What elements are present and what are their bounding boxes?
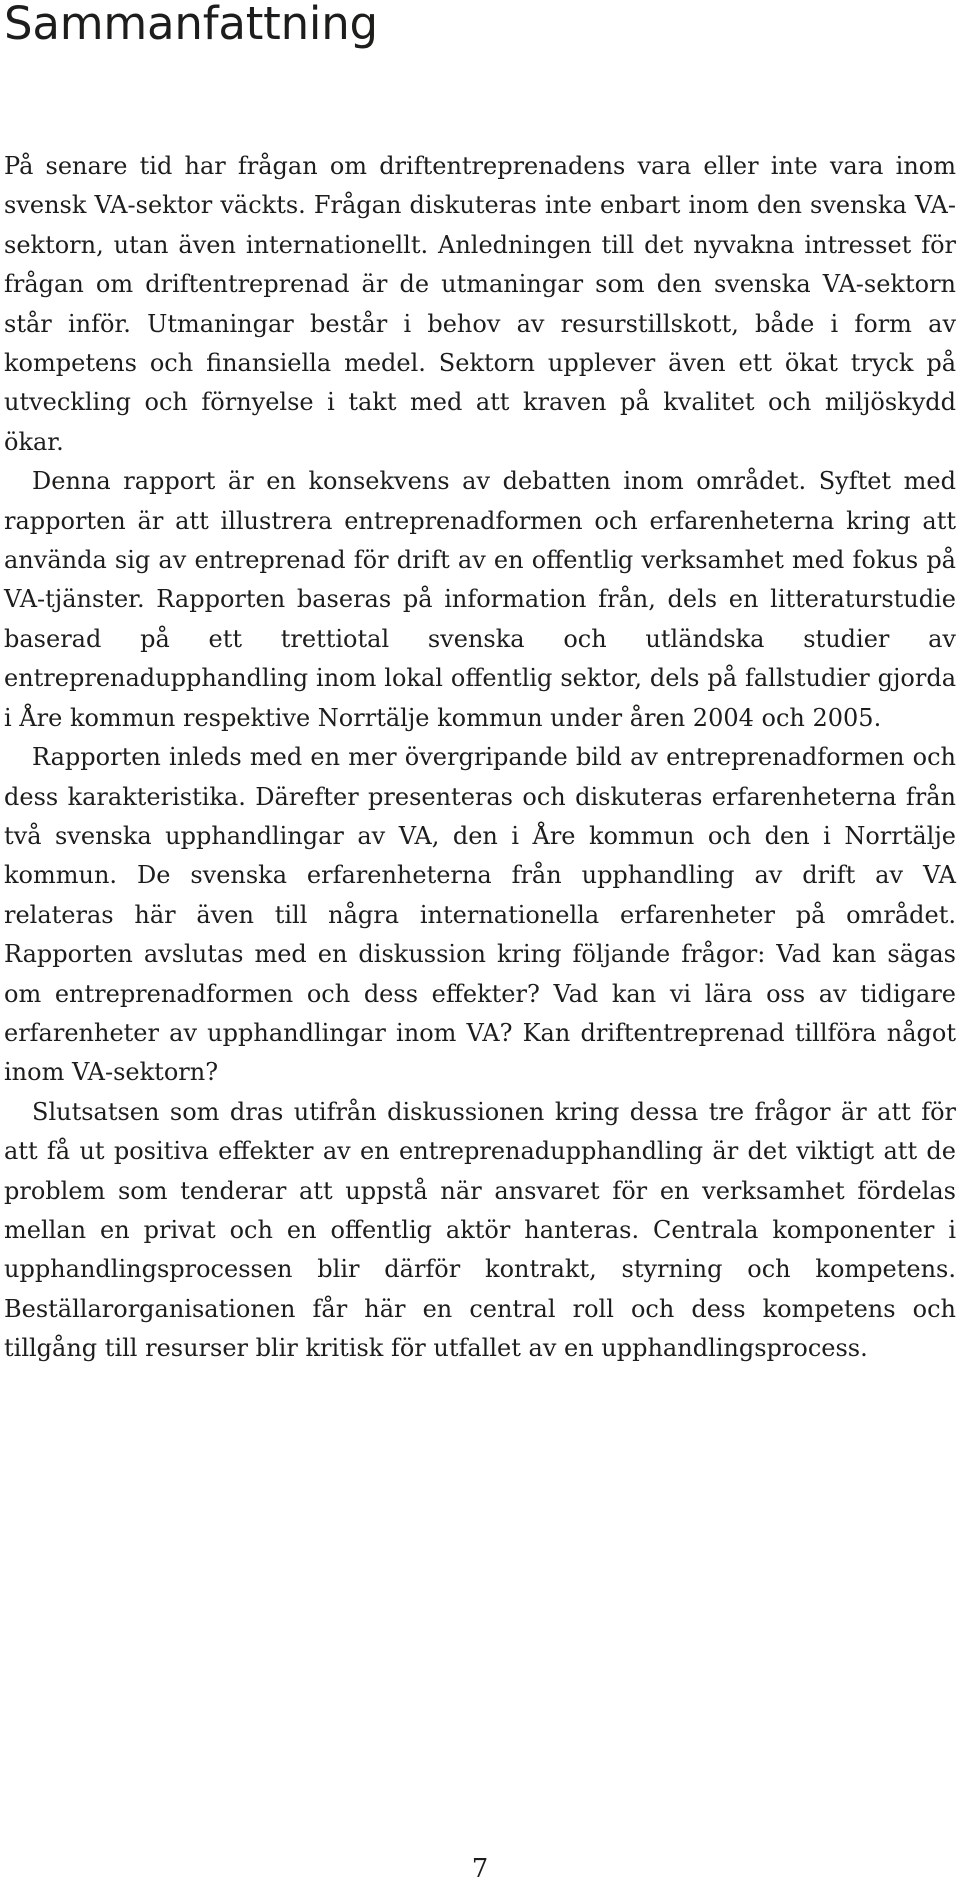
paragraph-outline: Rapporten inleds med en mer övergripande bild av entreprenadformen och dess karakteristika. Därefter presenteras och diskuteras erfarenheterna från två svenska upphandlingar av VA, den i Åre kommun och den i Norrtälje kommun. De svenska erfarenheterna från upphandling av drift av VA relateras här även till några internationella erfarenheter på området. Rapporten avslutas med en diskussion kring följande frågor: Vad kan sägas om entreprenadformen och dess effekter? Vad kan vi lära oss av tidigare erfarenheter av upphandlingar inom VA? Kan driftentreprenad tillföra något inom VA-sektorn? [4, 743, 956, 1087]
summary-body [4, 147, 956, 1369]
paragraph-purpose: Denna rapport är en konsekvens av debatten inom området. Syftet med rapporten är att illustrera entreprenadformen och erfarenheterna kring att använda sig av entreprenad för drift av en offentlig verksamhet med fokus på VA-tjänster. Rapporten baseras på information från, dels en litteraturstudie baserad på ett trettiotal svenska och utländska studier av entreprenadupphandling inom lokal offentlig sektor, dels på fallstudier gjorda i Åre kommun respektive Norrtälje kommun under åren 2004 och 2005. [4, 467, 956, 732]
paragraph-conclusion: Slutsatsen som dras utifrån diskussionen kring dessa tre frågor är att för att få ut positiva effekter av en entreprenadupphandling är det viktigt att de problem som tenderar att uppstå när ansvaret för en verksamhet fördelas mellan en privat och en offentlig aktör hanteras. Centrala komponenter i upphandlingsprocessen blir därför kontrakt, styrning och kompetens. Beställarorganisationen får här en central roll och dess kompetens och tillgång till resurser blir kritisk för utfallet av en upphandlingsprocess. [4, 1097, 956, 1363]
page-title: Sammanfattning [4, 0, 378, 50]
page-number: 7 [471, 1854, 489, 1884]
paragraph-introduction: På senare tid har frågan om driftentreprenadens vara eller inte vara inom svensk VA-sektor väckts. Frågan diskuteras inte enbart inom den svenska VA-sektorn, utan även internationellt. Anledningen till det nyvakna intresset för frågan om driftentreprenad är de utmaningar som den svenska VA-sektorn står inför. Utmaningar består i behov av resurstillskott, både i form av kompetens och finansiella medel. Sektorn upplever även ett ökat tryck på utveckling och förnyelse i takt med att kraven på kvalitet och miljöskydd ökar. [4, 152, 956, 456]
